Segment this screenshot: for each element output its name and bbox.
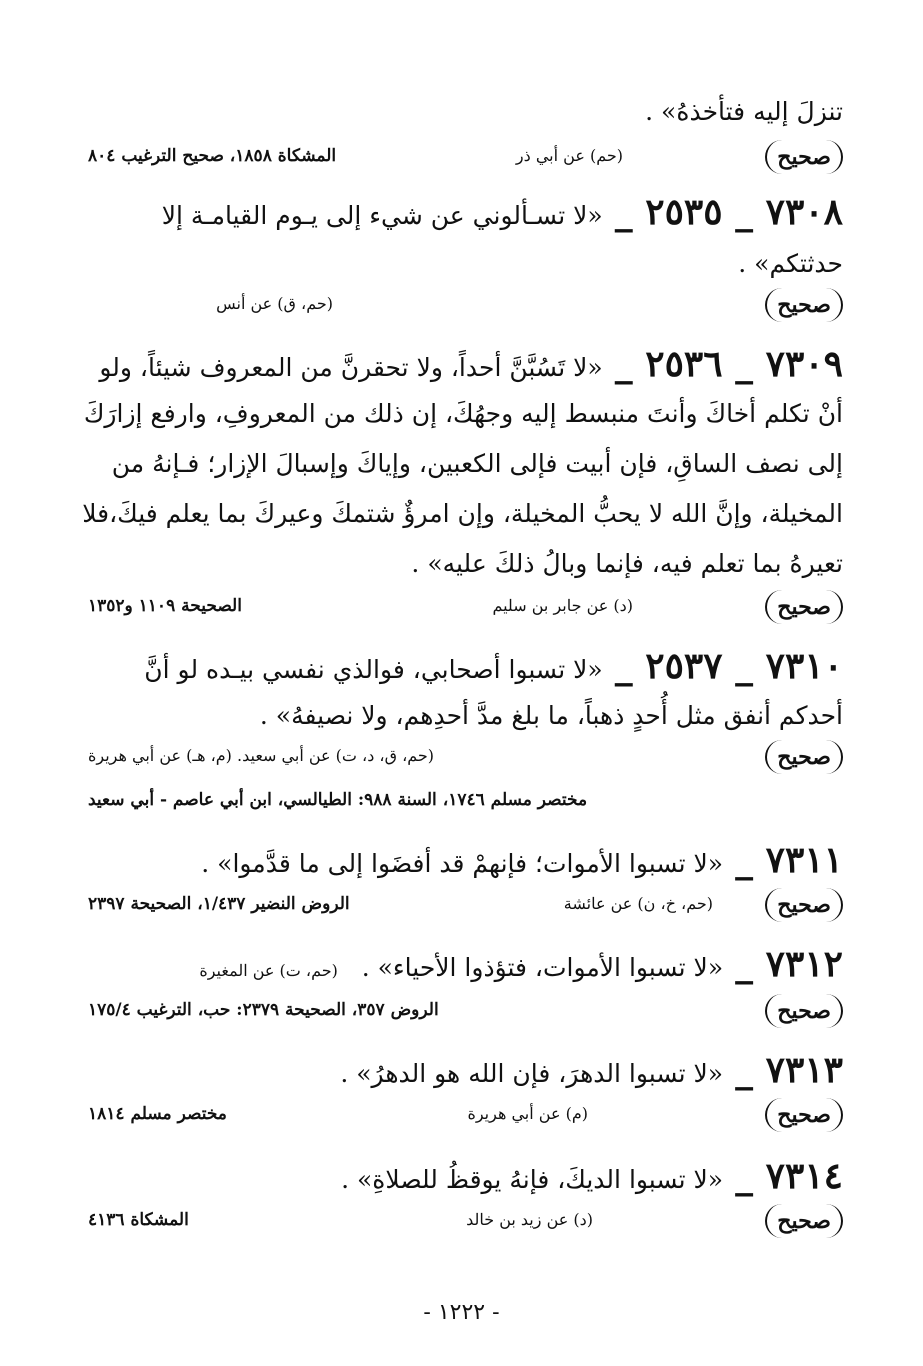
hadith-source-row — [88, 288, 843, 328]
hadith-7314: ٧٣١٤ _«لا تسبوا الديكَ، فإنهُ يوقظُ للصلاةِ» . — [341, 1155, 843, 1197]
sahih-badge: صحيح — [765, 994, 843, 1028]
text-line: أنْ تكلم أخاكَ وأنتَ منبسط إليه وجهُكَ، إن ذلك من المعروفِ، وارفع إزارَكَ — [83, 399, 843, 428]
reference: مختصر مسلم ١٧٤٦، السنة ٩٨٨: الطيالسي، ابن أبي عاصم - أبي سعيد — [88, 790, 588, 810]
reference: الروض ٣٥٧، الصحيحة ٢٣٧٩: حب، الترغيب ١٧٥/٤ — [88, 1000, 439, 1020]
text-line: تنزلَ إليه فتأخذهُ» . — [645, 97, 843, 126]
reference: الصحيحة ١١٠٩ و١٣٥٢ — [88, 596, 242, 616]
sahih-badge: صحيح — [765, 140, 843, 174]
narrator: (د) عن جابر بن سليم — [492, 596, 633, 615]
sahih-badge: صحيح — [765, 288, 843, 322]
reference: المشكاة ١٨٥٨، صحيح الترغيب ٨٠٤ — [88, 146, 337, 166]
hadith-source-row — [88, 590, 843, 630]
hadith-7309: ٧٣٠٩ _ ٢٥٣٦ _«لا تَسُبَّنَّ أحداً، ولا تحقرنَّ من المعروف شيئاً، ولو — [99, 343, 843, 385]
hadith-7308: ٧٣٠٨ _ ٢٥٣٥ _«لا تسـألوني عن شيء إلى يـوم القيامـة إلا — [161, 191, 843, 233]
hadith-7310: ٧٣١٠ _ ٢٥٣٧ _«لا تسبوا أصحابي، فوالذي نفسي بيـده لو أنَّ — [144, 645, 843, 687]
page-number: - ١٢٢٢ - — [423, 1300, 500, 1325]
text-line: المخيلة، وإنَّ الله لا يحبُّ المخيلة، وإن امرؤٌ شتمكَ وعيركَ بما يعلم فيكَ،فلا — [82, 499, 843, 528]
reference: الروض النضير ١/٤٣٧، الصحيحة ٢٣٩٧ — [88, 894, 350, 914]
hadith-source-row — [88, 888, 843, 928]
sahih-badge: صحيح — [765, 888, 843, 922]
sahih-badge: صحيح — [765, 1098, 843, 1132]
hadith-source-row — [88, 784, 843, 824]
hadith-source-row — [88, 1098, 843, 1138]
text-line: أحدكم أنفق مثل أُحدٍ ذهباً، ما بلغ مدَّ أحدِهم، ولا نصيفهُ» . — [259, 701, 843, 730]
sahih-badge: صحيح — [765, 740, 843, 774]
text-line: تعيرهُ بما تعلم فيه، فإنما وبالُ ذلكَ عليه» . — [411, 549, 843, 578]
hadith-source-row — [88, 140, 843, 180]
reference: المشكاة ٤١٣٦ — [88, 1210, 189, 1230]
hadith-7311: ٧٣١١ _«لا تسبوا الأموات؛ فإنهمْ قد أفضَوا إلى ما قدَّموا» . — [201, 839, 843, 881]
narrator: (حم، خ، ن) عن عائشة — [563, 894, 713, 913]
sahih-badge: صحيح — [765, 590, 843, 624]
hadith-source-row — [88, 1204, 843, 1244]
hadith-source-row — [88, 740, 843, 780]
reference: مختصر مسلم ١٨١٤ — [88, 1104, 227, 1124]
narrator: (حم، ق) عن أنس — [216, 294, 333, 313]
narrator: (حم، ت) عن المغيرة — [199, 961, 338, 980]
text-line: إلى نصف الساقِ، فإن أبيت فإلى الكعبين، وإياكَ وإسبالَ الإزار؛ فـإنهُ من — [111, 449, 843, 478]
sahih-badge: صحيح — [765, 1204, 843, 1238]
narrator: (حم، ق، د، ت) عن أبي سعيد. (م، هـ) عن أبي هريرة — [88, 746, 435, 765]
narrator: (حم) عن أبي ذر — [515, 146, 623, 165]
narrator: (د) عن زيد بن خالد — [466, 1210, 593, 1229]
hadith-7313: ٧٣١٣ _«لا تسبوا الدهرَ، فإن الله هو الدهرُ» . — [340, 1049, 843, 1091]
text-line: حدثتكم» . — [738, 249, 843, 278]
narrator: (م) عن أبي هريرة — [467, 1104, 588, 1123]
hadith-source-row — [88, 994, 843, 1034]
hadith-7312: ٧٣١٢ _«لا تسبوا الأموات، فتؤذوا الأحياء» . (حم، ت) عن المغيرة — [199, 943, 843, 985]
